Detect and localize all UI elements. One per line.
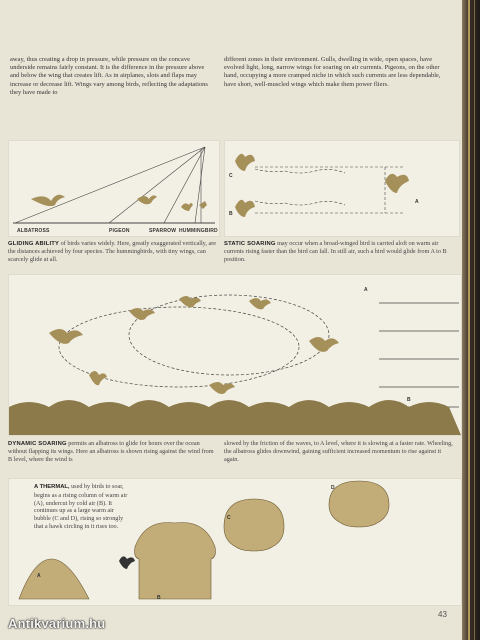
thermal-label-a: A — [37, 573, 41, 579]
dynamic-caption-left — [8, 440, 218, 464]
albatross-5-icon — [309, 337, 339, 352]
body-text-right: different zones in their environment. Gulls, dwelling in wide, open spaces, have evolved light, long, narrow wings for soaring on air currents. Pigeons, on the other hand, occupying a more cramped niche in which such currents are less dependable, have short, well-muscled wings which make them power fliers. — [224, 56, 441, 88]
glide-line-albatross — [15, 147, 205, 223]
book-spine-line — [468, 0, 470, 640]
thermal-stage-c — [224, 499, 284, 551]
thermal-stage-a — [19, 559, 89, 599]
watermark-text: Antikvarium.hu — [8, 616, 106, 631]
dynamic-soaring-svg — [9, 275, 461, 435]
albatross-6-icon — [209, 382, 235, 394]
static-label-c: C — [229, 173, 233, 179]
albatross-7-icon — [89, 371, 107, 385]
static-soaring-caption — [224, 240, 458, 264]
albatross-3-icon — [179, 296, 201, 307]
gliding-caption — [8, 240, 218, 264]
albatross-2-icon — [129, 308, 155, 320]
body-text-left: away, thus creating a drop in pressure, while pressure on the concave underside remains fairly constant. It is the difference in the pressure above and below the wing that creates lift. As in airplanes, slots and flaps may increase or decrease lift. Wings vary among birds, reflecting the adaptations they have made to — [10, 56, 208, 96]
dynamic-caption-left-body: permits an albatross to glide for hours over the ocean without flapping its wings. Here an albatross is shown rising against the wind from B level, where the wind is — [8, 440, 214, 463]
dynamic-caption-title: DYNAMIC SOARING — [8, 441, 67, 447]
label-pigeon: PIGEON — [109, 228, 130, 234]
hawk-a-icon — [385, 174, 409, 193]
static-wavy-bottom — [255, 201, 345, 205]
thermal-label-b: B — [157, 595, 161, 601]
dynamic-loop-inner — [129, 295, 329, 375]
label-sparrow: SPARROW — [149, 228, 177, 234]
label-hummingbird: HUMMINGBIRD — [179, 228, 218, 234]
thermal-stage-d — [329, 481, 389, 527]
wind-arrows — [379, 303, 459, 407]
static-caption-title: STATIC SOARING — [224, 241, 276, 247]
static-soaring-svg — [225, 141, 459, 236]
ocean-waves — [9, 400, 461, 435]
glide-line-sparrow — [164, 147, 205, 223]
glide-line-hummingbird — [195, 147, 205, 223]
albatross-1-icon — [49, 329, 83, 344]
albatross-glide-icon — [31, 195, 65, 206]
dynamic-caption-right: slowed by the friction of the waves, to A level, where it is slowing at a faster rate. Wheeling, the albatross glides downwind, gaining sufficient increased momentum to rise against it again. — [224, 440, 453, 463]
albatross-4-icon — [249, 298, 271, 309]
gliding-caption-title: GLIDING ABILITY — [8, 241, 60, 247]
thermal-caption — [34, 483, 132, 531]
static-caption-body: may occur when a broad-winged bird is carried aloft on warm air currents rising faster than the bird can fall. In still air, such a bird would glide from A to B position. — [224, 240, 447, 263]
static-soaring-diagram — [224, 140, 460, 237]
label-albatross: ALBATROSS — [17, 228, 50, 234]
thermal-caption-title: A THERMAL, — [34, 484, 70, 490]
dynamic-label-b: B — [407, 397, 411, 403]
page-number: 43 — [438, 610, 447, 619]
gliding-caption-body: of birds varies widely. Here, greatly exaggerated vertically, are the distances achieved by four species. The hummingbirds, with tiny wings, can scarcely glide at all. — [8, 240, 216, 263]
thermal-caption-body: used by birds to soar, begins as a rising column of warm air (A), undercut by cold air (B). It continues up as a large warm air bubble (C and D), rising so strongly that a hawk circling in it rises too. — [34, 483, 128, 530]
thermal-label-d: D — [331, 485, 335, 491]
hawk-thermal-icon — [119, 556, 135, 569]
pigeon-glide-icon — [137, 195, 157, 204]
gliding-svg — [9, 141, 219, 236]
hummingbird-glide-icon — [199, 201, 207, 209]
book-spine-line-2 — [474, 0, 475, 640]
book-gutter — [462, 0, 480, 640]
hawk-c-icon — [235, 154, 255, 171]
thermal-label-c: C — [227, 515, 231, 521]
static-label-a: A — [415, 199, 419, 205]
glide-line-pigeon — [109, 147, 205, 223]
thermal-stage-b — [135, 523, 216, 600]
dynamic-label-a: A — [364, 287, 368, 293]
static-wavy-top — [255, 169, 345, 173]
hawk-b-icon — [235, 200, 255, 217]
sparrow-glide-icon — [181, 203, 193, 211]
static-label-b: B — [229, 211, 233, 217]
gliding-diagram — [8, 140, 220, 237]
dynamic-soaring-diagram — [8, 274, 462, 436]
